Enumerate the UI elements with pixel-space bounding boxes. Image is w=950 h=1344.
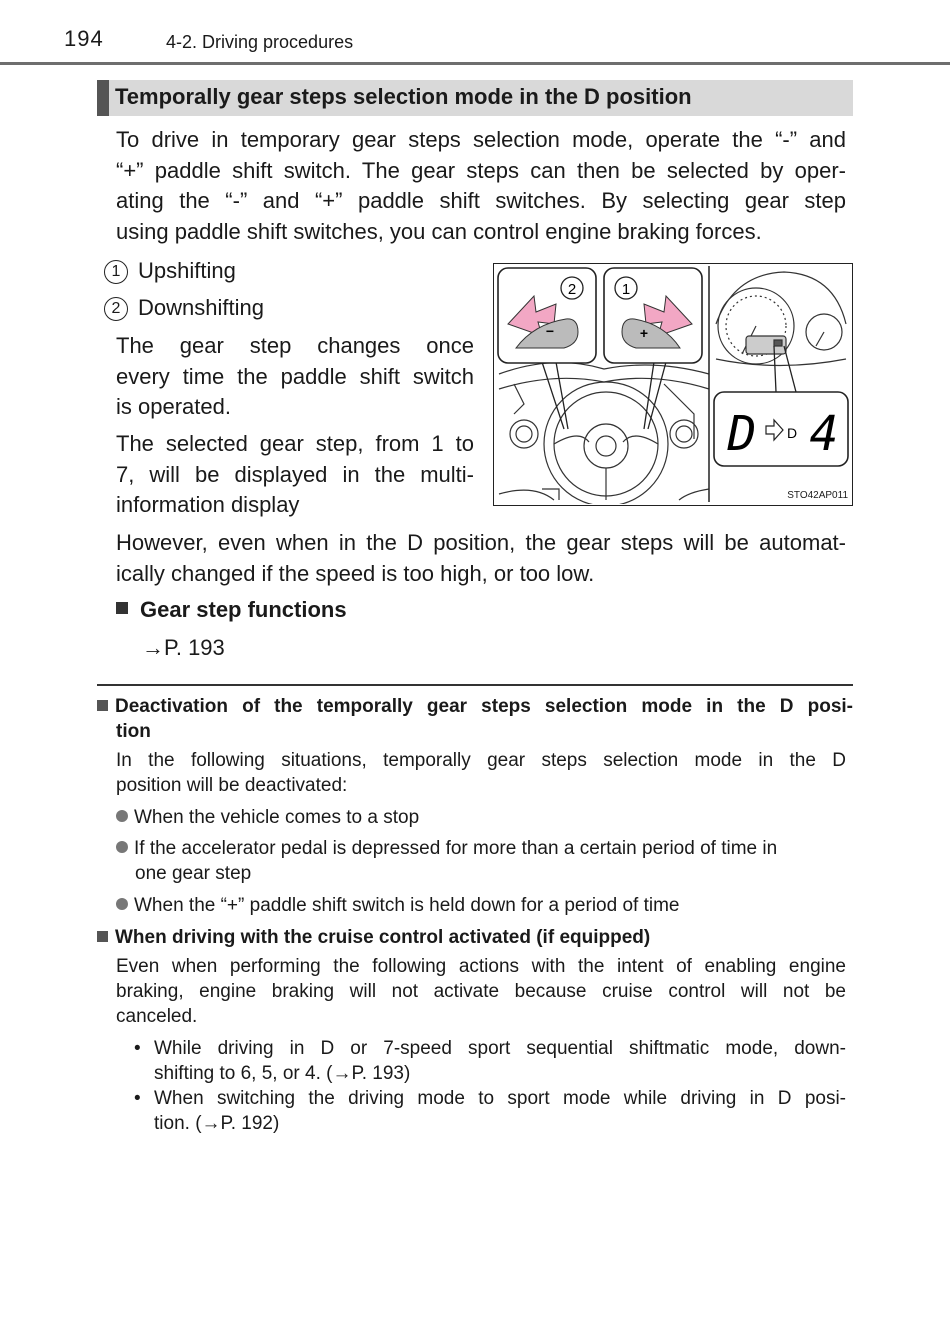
square-bullet-icon xyxy=(97,700,108,711)
figure-code: STO42AP011 xyxy=(787,490,848,501)
header-rule xyxy=(0,62,950,65)
bullet-dot-icon xyxy=(116,841,128,853)
bullet-mark: • xyxy=(134,1038,141,1059)
page-reference-link[interactable]: →P. 193 xyxy=(142,635,225,660)
plus-label: + xyxy=(639,325,649,341)
list-item-text: one gear step xyxy=(135,863,252,884)
bullet-mark: • xyxy=(134,1088,141,1109)
gear-display-callout xyxy=(714,392,848,466)
sub-heading-text: Gear step functions xyxy=(140,597,347,622)
list-item-text: When switching the driving mode to sport mode while driving in D posi- xyxy=(154,1088,846,1109)
deactivation-heading xyxy=(97,694,853,744)
item-number-circle: 2 xyxy=(104,297,128,321)
list-item xyxy=(116,805,856,830)
gear-change-paragraph xyxy=(116,331,474,423)
heading-text: When driving with the cruise control activated (if equipped) xyxy=(115,927,651,948)
item-upshifting xyxy=(104,258,236,284)
steering-wheel-sketch xyxy=(499,363,709,504)
however-paragraph xyxy=(116,528,846,589)
item-downshifting xyxy=(104,295,264,321)
list-item-text: shifting to 6, 5, or 4. (→P. 193) xyxy=(154,1063,411,1084)
heading-line xyxy=(97,694,853,719)
gear-step-functions-heading xyxy=(116,597,347,623)
text-line: 7, will be displayed in the multi- xyxy=(116,461,474,487)
list-item-text: When the “+” paddle shift switch is held down for a period of time xyxy=(134,895,680,916)
text-line: However, even when in the D position, the gear steps will be automat- xyxy=(116,530,846,555)
text-line: information display xyxy=(116,492,300,517)
text-line: Even when performing the following actions with the intent of enabling engine xyxy=(116,956,846,977)
section-divider xyxy=(97,684,853,686)
downshift-callout xyxy=(498,268,596,363)
text-line: In the following situations, temporally gear steps selection mode in the D xyxy=(116,750,846,771)
intro-line: using paddle shift switches, you can control engine braking forces. xyxy=(116,218,762,244)
list-item xyxy=(134,1036,846,1086)
text-line: braking, engine braking will not activate because cruise control will not be xyxy=(116,981,846,1002)
callout-number: 1 xyxy=(621,281,631,298)
intro-line: To drive in temporary gear steps selection mode, operate the “-” and xyxy=(116,127,846,152)
deactivation-text xyxy=(116,748,846,798)
list-item xyxy=(116,836,856,886)
text-line: is operated. xyxy=(116,394,231,419)
bullet-dot-icon xyxy=(116,898,128,910)
list-item-text: tion. (→P. 192) xyxy=(154,1113,280,1134)
section-title-bar xyxy=(97,80,853,116)
minus-label: − xyxy=(545,323,555,339)
text-line: The gear step changes once xyxy=(116,333,474,358)
instrument-cluster-sketch xyxy=(716,272,846,366)
bullet-dot-icon xyxy=(116,810,128,822)
item-number-circle: 1 xyxy=(104,260,128,284)
item-label: Downshifting xyxy=(138,295,264,320)
intro-line: “+” paddle shift switch. The gear steps can then be selected by oper- xyxy=(116,157,846,183)
gear-display-number: 4 xyxy=(809,406,839,462)
square-bullet-icon xyxy=(116,602,128,614)
selected-gear-paragraph xyxy=(116,429,474,521)
chapter-title: 4-2. Driving procedures xyxy=(166,32,354,52)
item-label: Upshifting xyxy=(138,258,236,283)
section-title: Temporally gear steps selection mode in the D position xyxy=(115,84,692,109)
paddle-shift-illustration xyxy=(493,263,853,506)
upshift-callout xyxy=(604,268,702,363)
text-line: ically changed if the speed is too high, or too low. xyxy=(116,560,595,586)
square-bullet-icon xyxy=(97,931,108,942)
cruise-control-heading xyxy=(97,925,853,950)
text-line: The selected gear step, from 1 to xyxy=(116,431,474,456)
intro-paragraph xyxy=(116,125,846,247)
list-item xyxy=(134,1086,846,1136)
gear-display-small-mode: D xyxy=(786,425,798,441)
callout-number: 2 xyxy=(567,281,577,298)
illustration-drawing xyxy=(494,264,851,504)
intro-line: ating the “-” and “+” paddle shift switches. By selecting gear step xyxy=(116,188,846,213)
list-item xyxy=(116,893,856,918)
list-item-text: If the accelerator pedal is depressed for more than a certain period of time in xyxy=(134,838,778,859)
page-number: 194 xyxy=(64,26,104,51)
text-line: every time the paddle shift switch xyxy=(116,363,474,389)
heading-text: Deactivation of the temporally gear steps selection mode in the D posi- xyxy=(115,696,853,717)
heading-line: tion xyxy=(116,721,151,742)
list-item-text: When the vehicle comes to a stop xyxy=(134,807,420,828)
text-line: canceled. xyxy=(116,1006,198,1027)
gear-display-mode: D xyxy=(727,406,757,462)
cruise-control-text xyxy=(116,954,846,1029)
list-item-text: While driving in D or 7-speed sport sequential shiftmatic mode, down- xyxy=(154,1038,846,1059)
text-line: position will be deactivated: xyxy=(116,775,348,796)
